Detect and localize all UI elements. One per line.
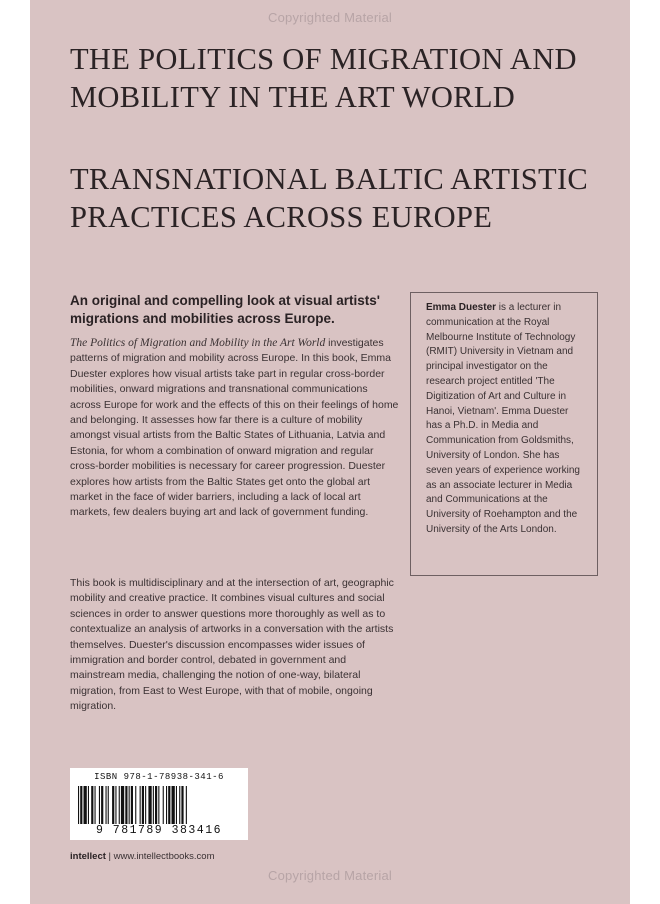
barcode-box — [70, 768, 248, 840]
lead-summary: An original and compelling look at visual artists' migrations and mobilities across Europe. — [70, 293, 381, 326]
barcode-number: 9 781789 383416 — [95, 824, 223, 837]
publisher-separator: | — [105, 851, 114, 862]
author-bio-text: is a lecturer in communication at the Royal Melbourne Institute of Technology (RMIT) University in Vietnam and principal investigator on the research project entitled 'The Digitization of Art and Culture in Hanoi, Vietnam'. Emma Duester has a Ph.D. in Media and Communication from Goldsmiths, University of London. She has seven years of experience working as an associate lecturer in Media and Communications at the University of Roehampton and the University of the Arts London. — [426, 302, 580, 535]
description-paragraph-1-text: investigates patterns of migration and mobility across Europe. In this book, Emma Duester explores how visual artists take part in regular cross-border mobilities, onward migrations and transnational communications across Europe for work and the effects of this on their feelings of home and belonging. It assesses how far there is a culture of mobility amongst visual artists from the Baltic States of Lithuania, Latvia and Estonia, for whom a combination of onward migration and regular cross-border mobilities is necessary for career progression. Duester explores how artists from the Baltic States get onto the global art market in the face of wider barriers, including a lack of local art markets, few dealers buying art and lack of government funding. — [70, 337, 399, 519]
book-subtitle: TRANSNATIONAL BALTIC ARTISTIC PRACTICES ACROSS EUROPE — [70, 162, 589, 234]
description-paragraph-2: This book is multidisciplinary and at the intersection of art, geographic mobility and creative practice. It combines visual cultures and social sciences in order to answer questions more thoroughly as well as to contextualize an analysis of artworks in a conversation with the artists themselves. Duester's discussion encompasses wider issues of immigration and border control, debated in government and mainstream media, challenging the notion of one-way, bilateral migration, from East to West Europe, with that of mobile, ongoing migration. — [70, 577, 394, 713]
barcode-icon — [76, 786, 242, 824]
book-title: THE POLITICS OF MIGRATION AND MOBILITY IN THE ART WORLD — [70, 42, 577, 114]
publisher-brand: intellect — [70, 851, 106, 862]
author-name: Emma Duester — [426, 302, 497, 313]
publisher-url[interactable]: www.intellectbooks.com — [113, 851, 215, 862]
book-back-cover — [30, 0, 630, 904]
watermark-bottom: Copyrighted Material — [268, 868, 392, 883]
description-book-title: The Politics of Migration and Mobility in the Art World — [70, 337, 326, 349]
author-bio-box — [410, 292, 598, 576]
description-paragraph-1 — [70, 336, 400, 521]
watermark-top: Copyrighted Material — [268, 10, 392, 25]
isbn-label: ISBN 978-1-78938-341-6 — [94, 772, 224, 782]
publisher-line — [70, 851, 215, 862]
